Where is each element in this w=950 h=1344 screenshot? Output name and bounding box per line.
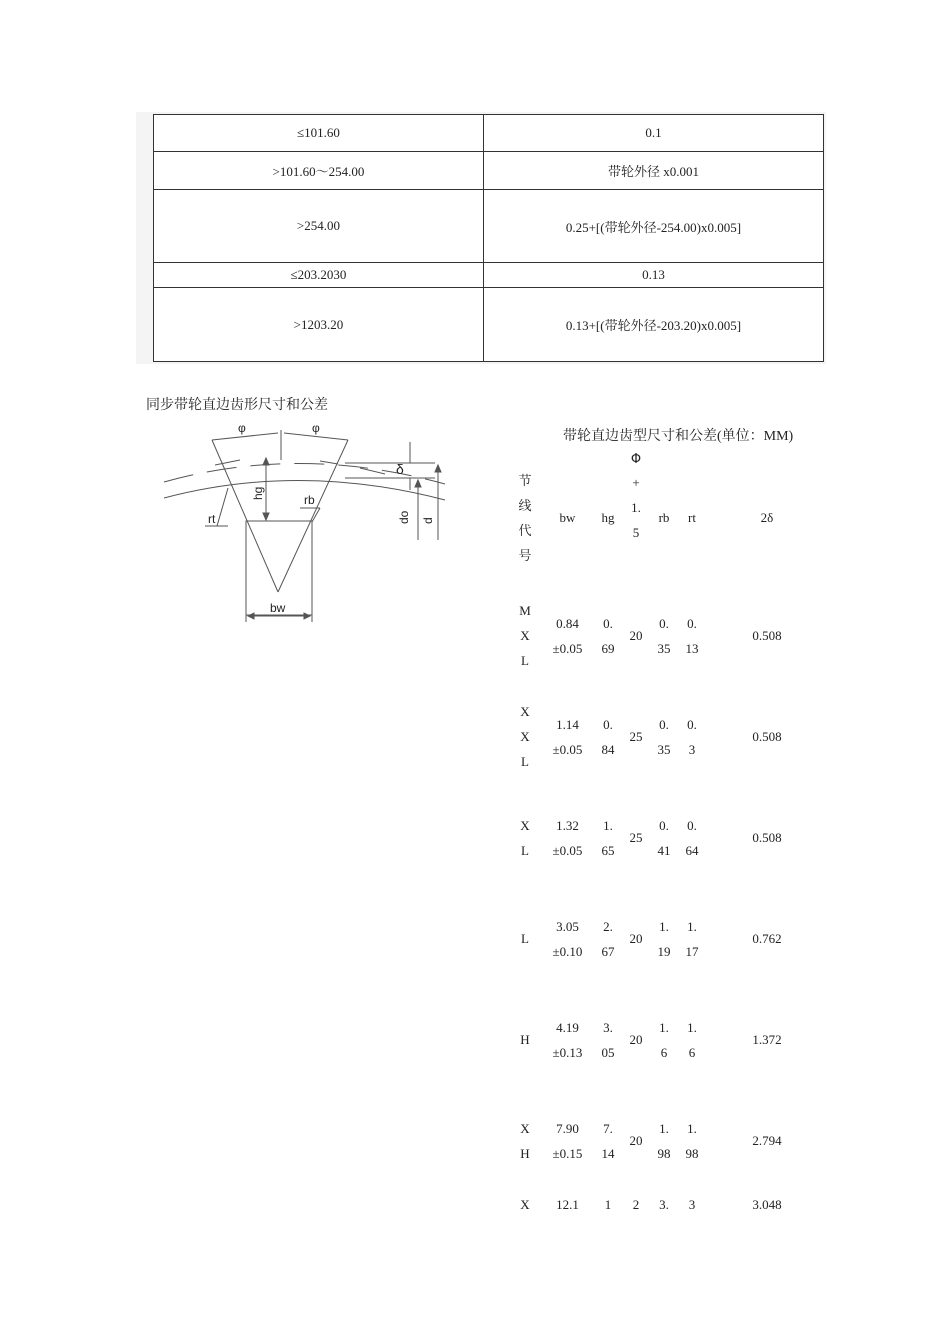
- rt-cell: 1.6: [687, 1019, 697, 1060]
- table-row: [154, 190, 824, 263]
- tooth-profile-diagram: [160, 420, 450, 630]
- table-row: [510, 989, 827, 1090]
- bw-label: bw: [270, 601, 286, 615]
- code-cell: X: [520, 1196, 530, 1212]
- rt-cell: 1.98: [685, 1120, 699, 1161]
- hg-cell: 1: [604, 1196, 612, 1212]
- bw-cell: 1.14±0.05: [552, 716, 583, 757]
- rb-label: rb: [304, 493, 315, 507]
- table-row: [510, 888, 827, 989]
- rb-cell: 3.: [659, 1196, 669, 1212]
- hg-cell: 0.84: [601, 716, 615, 757]
- value-cell: 带轮外径 x0.001: [483, 152, 823, 190]
- bw-cell: 1.32±0.05: [552, 817, 583, 858]
- table-header-row: [510, 450, 827, 585]
- table-row: [154, 152, 824, 190]
- phi-left-label: φ: [238, 421, 246, 435]
- rb-cell: 0.35: [657, 615, 671, 656]
- value-cell: 0.13: [483, 263, 823, 288]
- range-cell: ≤101.60: [154, 115, 484, 152]
- table-row: [510, 1191, 827, 1217]
- two-delta-cell: 0.508: [752, 830, 782, 845]
- rt-cell: 0.64: [685, 817, 699, 858]
- do-label: do: [397, 510, 411, 524]
- rb-cell: 1.98: [657, 1120, 671, 1161]
- tooth-dimension-table: [510, 450, 827, 1217]
- section-title: 同步带轮直边齿形尺寸和公差: [146, 398, 328, 413]
- two-delta-cell: 0.762: [752, 931, 782, 946]
- tolerance-table: [153, 114, 824, 362]
- table-row: [510, 686, 827, 787]
- rt-cell: 0.3: [687, 716, 697, 757]
- rt-cell: 1.17: [685, 918, 699, 959]
- diagram-svg: [160, 420, 450, 630]
- tooth-table-title: 带轮直边齿型尺寸和公差(单位：MM): [563, 429, 794, 444]
- value-cell: 0.1: [483, 115, 823, 152]
- table-row: [510, 585, 827, 686]
- two-delta-cell: 0.508: [752, 628, 782, 643]
- phi-cell: 25: [629, 830, 643, 845]
- range-cell: >101.60～254.00: [154, 152, 484, 190]
- two-delta-cell: 1.372: [752, 1032, 782, 1047]
- bw-cell: 3.05±0.10: [552, 918, 583, 959]
- code-cell: XXL: [520, 704, 530, 769]
- two-delta-cell: 0.508: [752, 729, 782, 744]
- header-rb: rb: [658, 510, 670, 525]
- phi-cell: 20: [629, 1032, 643, 1047]
- rb-cell: 0.35: [657, 716, 671, 757]
- code-cell: L: [521, 931, 529, 946]
- table-row: [510, 787, 827, 888]
- hg-cell: 7.14: [601, 1120, 615, 1161]
- table-row: [154, 263, 824, 288]
- code-cell: XL: [520, 817, 530, 858]
- table-row: [154, 115, 824, 152]
- phi-right-label: φ: [312, 421, 320, 435]
- range-cell: >1203.20: [154, 288, 484, 362]
- value-cell: 0.13+[(带轮外径-203.20)x0.005]: [483, 288, 823, 362]
- table-row: [154, 288, 824, 362]
- header-code: 节线代号: [518, 472, 532, 563]
- rt-cell: 0.13: [685, 615, 699, 656]
- phi-icon: Φ: [630, 452, 642, 467]
- rb-cell: 1.6: [659, 1019, 669, 1060]
- hg-cell: 1.65: [601, 817, 615, 858]
- hg-cell: 2.67: [601, 918, 615, 959]
- d-label: d: [421, 517, 435, 524]
- code-cell: H: [520, 1032, 530, 1047]
- value-cell: 0.25+[(带轮外径-254.00)x0.005]: [483, 190, 823, 263]
- phi-cell: 20: [629, 931, 643, 946]
- phi-cell: 20: [629, 628, 643, 643]
- header-phi-tolerance: +1.5: [631, 475, 641, 540]
- phi-cell: 20: [629, 1133, 643, 1148]
- bw-cell: 12.1: [556, 1196, 579, 1212]
- rt-label: rt: [208, 512, 216, 526]
- header-rt: rt: [688, 510, 696, 525]
- rt-cell: 3: [688, 1196, 696, 1212]
- table-row: [510, 1090, 827, 1191]
- bw-cell: 7.90±0.15: [552, 1120, 583, 1161]
- header-two-delta: 2δ: [760, 510, 774, 525]
- hg-cell: 3.05: [601, 1019, 615, 1060]
- rb-cell: 1.19: [657, 918, 671, 959]
- two-delta-cell: 2.794: [752, 1133, 782, 1148]
- phi-cell: 25: [629, 729, 643, 744]
- range-cell: >254.00: [154, 190, 484, 263]
- right-flank: [278, 440, 348, 592]
- rb-cell: 0.41: [657, 817, 671, 858]
- delta-label: δ: [396, 461, 404, 477]
- header-bw: bw: [559, 510, 576, 525]
- bw-cell: 4.19±0.13: [552, 1019, 583, 1060]
- phi-cell: 2: [632, 1196, 640, 1212]
- header-hg: hg: [601, 510, 615, 525]
- range-cell: ≤203.2030: [154, 263, 484, 288]
- hg-cell: 0.69: [601, 615, 615, 656]
- bw-cell: 0.84±0.05: [552, 615, 583, 656]
- hg-label: hg: [251, 486, 265, 500]
- two-delta-cell: 3.048: [752, 1196, 782, 1212]
- rt-leader: [217, 488, 228, 526]
- code-cell: XH: [520, 1120, 530, 1161]
- code-cell: MXL: [519, 603, 531, 668]
- tolerance-table-wrapper: [136, 112, 826, 364]
